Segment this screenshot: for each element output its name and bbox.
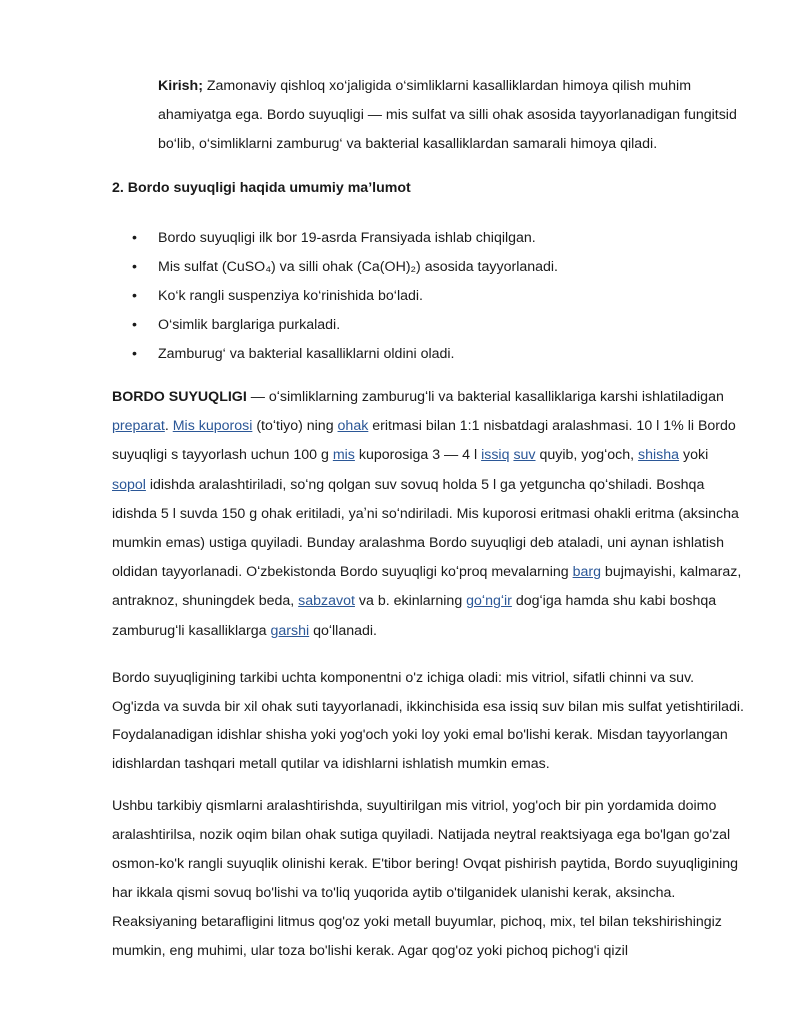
list-item-text: O‘simlik barglariga purkaladi. — [158, 317, 341, 333]
list-item — [112, 224, 744, 253]
list-item-text: Zamburug‘ va bakterial kasalliklarni oldini oladi. — [158, 346, 455, 362]
section-heading: 2. Bordo suyuqligi haqida umumiy ma’lumot — [112, 180, 411, 196]
link-sopol[interactable]: sopol — [112, 476, 146, 493]
bullet-icon: • — [132, 346, 137, 362]
list-item-text: Mis sulfat (CuSO₄) va silli ohak (Ca(OH)₂) asosida tayyorlanadi. — [158, 259, 559, 275]
link-mis[interactable]: mis — [332, 447, 355, 464]
intro-text: Zamonaviy qishloq xo‘jaligida o‘simliklarni kasalliklardan himoya qilish muhim ahamiyatga ega. Bordo suyuqligi — mis sulfat va silli ohak asosida tayyorlanadigan fungitsid bo‘lib, o‘simliklarni zamburug‘ va bakterial kasalliklardan samarali himoya qiladi. — [158, 78, 737, 152]
article-term: BORDO SUYUQLIGI — [112, 389, 247, 405]
bullet-icon: • — [132, 230, 137, 246]
article-text: qoʻllanadi. — [309, 622, 377, 639]
link-shisha[interactable]: shisha — [638, 447, 680, 464]
article-paragraph — [112, 383, 744, 646]
article-text: kuporosiga 3 — 4 l — [354, 447, 482, 464]
link-barg[interactable]: barg — [572, 564, 601, 581]
article-text: eritmasi bilan 1:1 nisbatdagi aralashmasi. 10 l 1% li Bordo suyuqligi s tayyorlash uchun 100 g — [112, 418, 736, 464]
bullet-icon: • — [132, 317, 137, 333]
article-text: idishda aralashtiriladi, soʻng qolgan suv sovuq holda 5 l ga yetguncha qoʻshiladi. Boshqa idishda 5 l suvda 150 g ohak eritiladi, yaʼni soʻndiriladi. Mis kuporosi eritmasi ohakli eritma (aksincha mumkin emas) ustiga quyiladi. Bunday aralashma Bordo suyuqligi deb ataladi, uni aynan ishlatish oldidan tayyorlanadi. Oʻzbekistonda Bordo suyuqligi koʻproq mevalarning — [112, 476, 739, 581]
list-item — [112, 282, 744, 311]
list-item-text: Ko‘k rangli suspenziya ko‘rinishida bo‘ladi. — [158, 288, 423, 304]
intro-paragraph — [112, 72, 748, 159]
composition-paragraph: Bordo suyuqligining tarkibi uchta komponentni o'z ichiga oladi: mis vitriol, sifatli chinni va suv. Og'izda va suvda bir xil ohak suti tayyorlanadi, ikkinchisida esa issiq suv bilan mis sulfat yetishtiriladi. Foydalanadigan idishlar shisha yoki yog'och yoki loy yoki emal bo'lishi kerak. Misdan tayyorlangan idishlardan tashqari metall qutilar va idishlarni ishlatish mumkin emas. — [112, 670, 744, 773]
link-issiq[interactable]: issiq — [481, 447, 510, 464]
link-suv[interactable]: suv — [513, 447, 536, 464]
link-mis-kuporosi[interactable]: Mis kuporosi — [172, 418, 253, 435]
link-sabzavot[interactable]: sabzavot — [298, 593, 355, 610]
article-text: bujmayishi, kalmaraz, antraknoz, shuningdek beda, — [112, 564, 742, 610]
link-preparat[interactable]: preparat — [112, 418, 165, 435]
list-item — [112, 311, 744, 340]
bullet-icon: • — [132, 259, 137, 275]
article-text: . — [164, 418, 173, 435]
link-gongir[interactable]: goʻngʻir — [466, 593, 512, 610]
bullet-icon: • — [132, 288, 137, 304]
intro-label: Kirish; — [158, 78, 203, 94]
list-item-text: Bordo suyuqligi ilk bor 19-asrda Fransiyada ishlab chiqilgan. — [158, 230, 536, 246]
article-text: va b. ekinlarning — [354, 593, 467, 610]
mixing-paragraph: Ushbu tarkibiy qismlarni aralashtirishda, suyultirilgan mis vitriol, yog'och bir pin yordamida doimo aralashtirilsa, nozik oqim bilan ohak sutiga quyiladi. Natijada neytral reaktsiyaga ega bo'lgan go'zal osmon-ko'k rangli suyuqlik olinishi kerak. E'tibor bering! Ovqat pishirish paytida, Bordo suyuqligining har ikkala qismi sovuq bo'lishi va to'liq yuqorida aytib o'tilganidek ulanishi kerak, aksincha. Reaksiyaning betarafligini litmus qog'oz yoki metall buyumlar, pichoq, mix, tel bilan tekshirishingiz mumkin, eng muhimi, ular toza bo'lishi kerak. Agar qog'oz yoki pichoq pichog'i qizil — [112, 798, 739, 959]
list-item — [112, 253, 744, 282]
article-text: yoki — [679, 447, 709, 464]
article-text: dogʻiga hamda shu kabi boshqa zamburugʻli kasalliklarga — [112, 593, 717, 639]
link-garshi[interactable]: garshi — [270, 622, 310, 639]
article-text: quyib, yogʻoch, — [535, 447, 639, 464]
link-ohak[interactable]: ohak — [337, 418, 369, 435]
list-item — [112, 340, 744, 369]
bullet-list — [112, 224, 744, 369]
article-text: (toʻtiyo) ning — [252, 418, 338, 435]
article-text: — oʻsimliklarning zamburugʻli va bakterial kasalliklariga karshi ishlatiladigan — [246, 389, 724, 405]
